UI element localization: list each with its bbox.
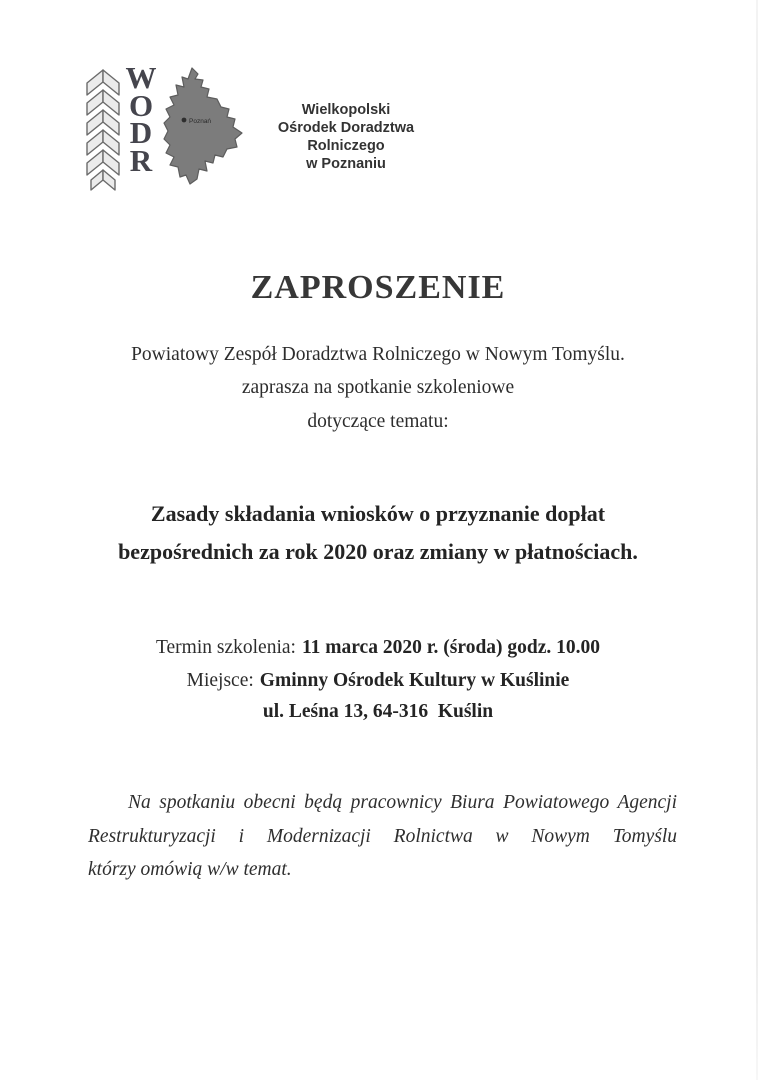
org-name-line-2: Ośrodek Doradztwa Rolniczego — [277, 120, 415, 154]
training-date-value: 11 marca 2020 r. (środa) godz. 10.00 — [301, 637, 601, 658]
intro-line-invitation: zaprasza na spotkanie szkoleniowe — [241, 377, 515, 398]
document-title: ZAPROSZENIE — [250, 269, 506, 306]
org-name-line-1: Wielkopolski — [301, 102, 391, 118]
poznan-map-label: Poznań — [189, 118, 212, 125]
closing-paragraph — [88, 786, 677, 887]
training-date-line — [0, 637, 756, 659]
intro-line-organizer: Powiatowy Zespół Doradztwa Rolniczego w Nowym Tomyślu. — [131, 344, 625, 365]
wodr-letter-r: R — [129, 142, 153, 178]
intro-line-topic-lead: dotyczące tematu: — [307, 411, 449, 432]
venue-line — [0, 670, 756, 692]
venue-label: Miejsce: — [186, 670, 254, 691]
training-date-label: Termin szkolenia: — [155, 637, 296, 658]
wheat-ear-icon — [84, 68, 122, 192]
organization-name — [252, 101, 440, 173]
scan-edge-artifact — [756, 0, 758, 1080]
closing-paragraph-line-1: Na spotkaniu obecni będą pracownicy Biura Powiatowego Agencji — [128, 792, 677, 813]
topic-line-1: Zasady składania wniosków o przyznanie dopłat — [150, 501, 606, 526]
org-name-line-3: w Poznaniu — [306, 156, 386, 172]
wodr-letter-d: D — [129, 115, 153, 150]
wielkopolska-map-icon — [162, 66, 246, 190]
closing-paragraph-line-2: Restrukturyzacji i Modernizacji Rolnictwa w Nowym Tomyślu — [88, 825, 677, 847]
topic-line-2: bezpośrednich za rok 2020 oraz zmiany w płatnościach. — [118, 539, 638, 564]
venue-value: Gminny Ośrodek Kultury w Kuślinie — [259, 670, 570, 691]
venue-address: ul. Leśna 13, 64-316 Kuślin — [262, 701, 494, 722]
wodr-letter-w: W — [125, 60, 157, 95]
poznan-dot — [182, 118, 187, 123]
wodr-acronym — [123, 60, 159, 178]
wodr-letter-o: O — [128, 87, 154, 123]
logo — [84, 62, 504, 194]
closing-paragraph-line-3: którzy omówią w/w temat. — [88, 859, 292, 880]
